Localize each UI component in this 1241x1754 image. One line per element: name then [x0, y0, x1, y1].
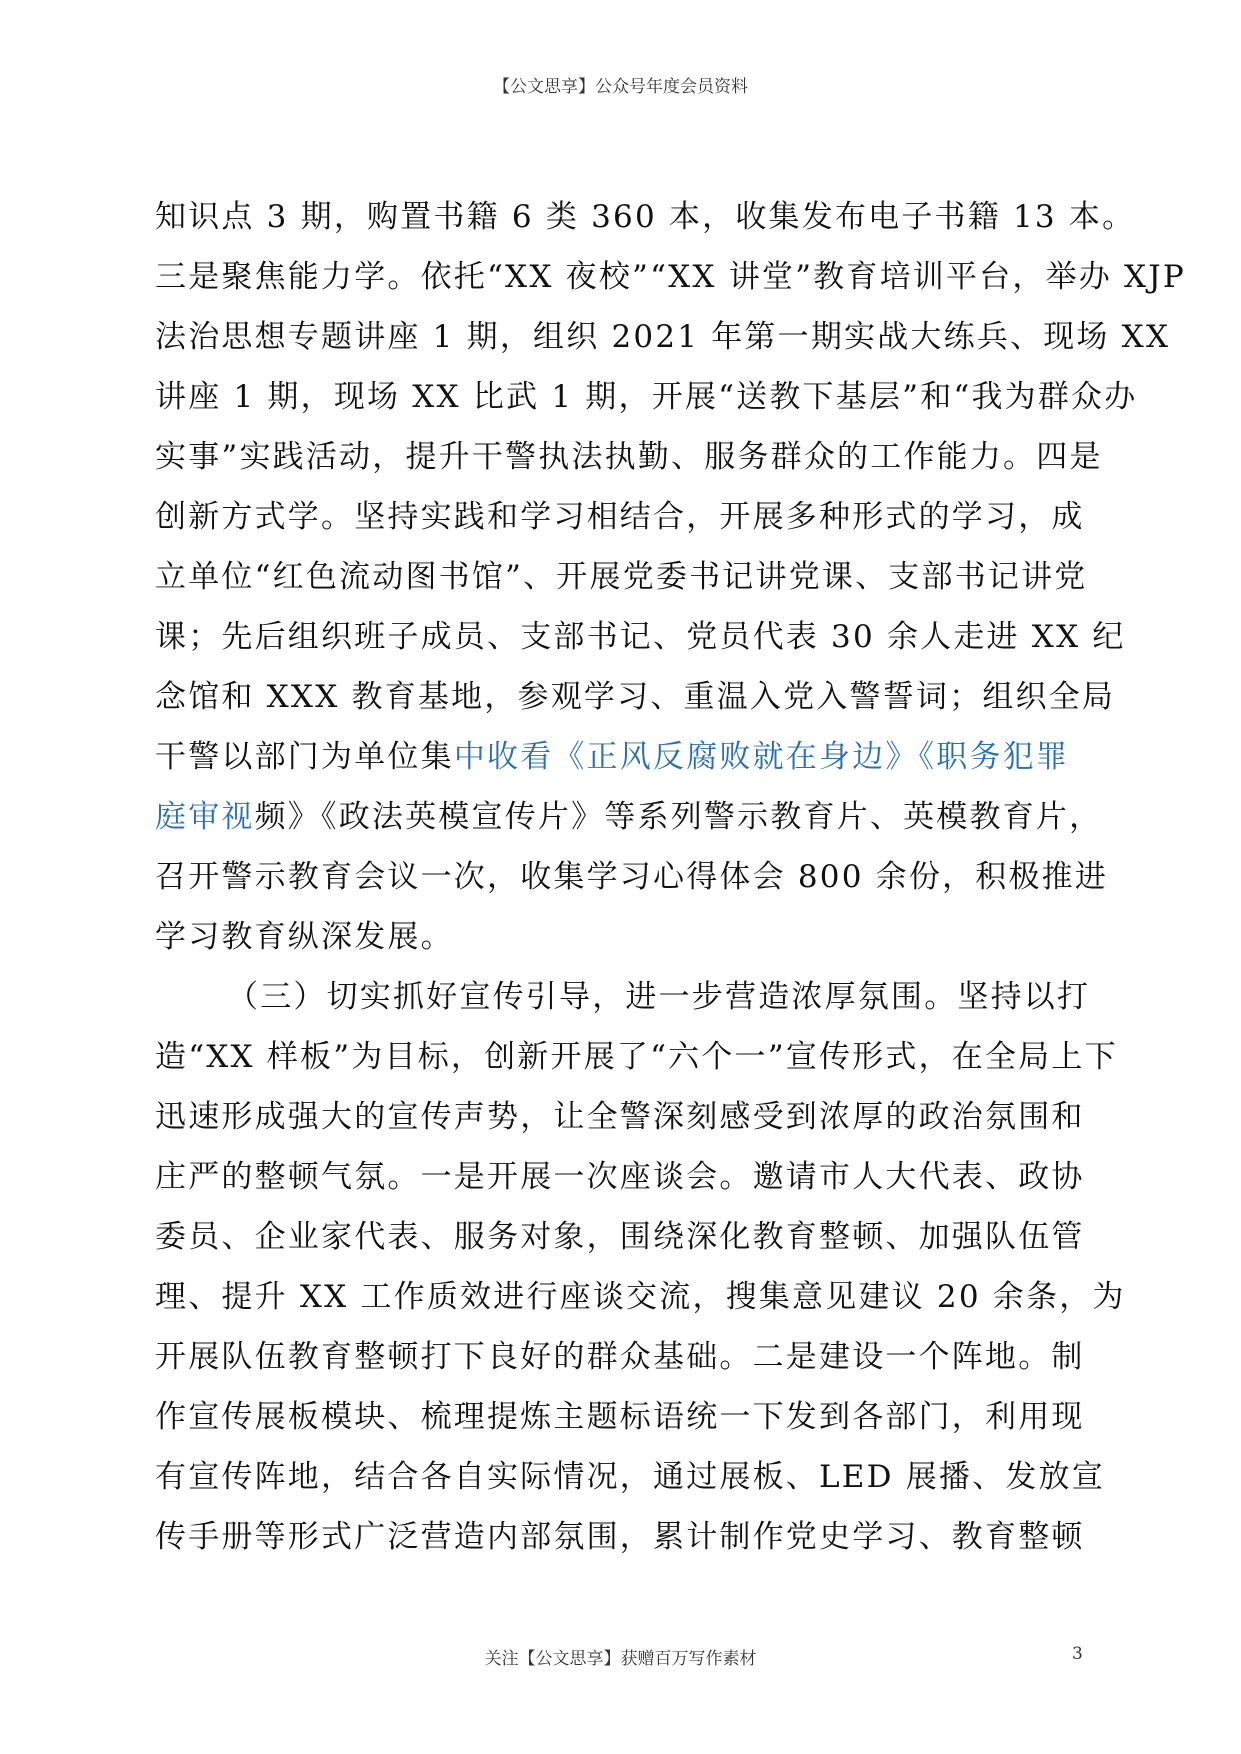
- body-line: 理、提升 XX 工作质效进行座谈交流，搜集意见建议 20 余条，为: [155, 1279, 1126, 1315]
- body-line: 作宣传展板模块、梳理提炼主题标语统一下发到各部门，利用现: [155, 1399, 1085, 1435]
- body-line: 实事”实践活动，提升干警执法执勤、服务群众的工作能力。四是: [155, 439, 1103, 475]
- body-line: [155, 787, 1103, 847]
- body-text-span: 频》《政法英模宣传片》等系列警示教育片、英模教育片，: [254, 799, 1103, 835]
- body-line: 法治思想专题讲座 1 期，组织 2021 年第一期实战大练兵、现场 XX: [155, 319, 1171, 355]
- section-heading-line: （三）切实抓好宣传引导，进一步营造浓厚氛围。坚持以打: [227, 979, 1091, 1015]
- body-line: 有宣传阵地，结合各自实际情况，通过展板、LED 展播、发放宣: [155, 1459, 1105, 1495]
- body-line: 念馆和 XXX 教育基地，参观学习、重温入党入警誓词；组织全局: [155, 679, 1116, 715]
- body-line: 开展队伍教育整顿打下良好的群众基础。二是建设一个阵地。制: [155, 1339, 1085, 1375]
- page-header: 【公文思享】公众号年度会员资料: [493, 77, 748, 97]
- body-line: [155, 727, 1085, 787]
- video-title-link[interactable]: 中收看《正风反腐败就在身边》《职务犯罪: [453, 739, 1070, 775]
- body-line: 课；先后组织班子成员、支部书记、党员代表 30 余人走进 XX 纪: [155, 619, 1126, 655]
- page-number: 3: [1072, 1644, 1083, 1664]
- body-line: 三是聚焦能力学。依托“XX 夜校”“XX 讲堂”教育培训平台，举办 XJP: [155, 259, 1186, 295]
- body-line: 迅速形成强大的宣传声势，让全警深刻感受到浓厚的政治氛围和: [155, 1099, 1085, 1135]
- body-line: 知识点 3 期，购置书籍 6 类 360 本，收集发布电子书籍 13 本。: [155, 199, 1136, 235]
- body-line: 召开警示教育会议一次，收集学习心得体会 800 余份，积极推进: [155, 859, 1109, 895]
- body-line: 立单位“红色流动图书馆”、开展党委书记讲党课、支部书记讲党: [155, 559, 1088, 595]
- body-line: 创新方式学。坚持实践和学习相结合，开展多种形式的学习，成: [155, 499, 1085, 535]
- document-body: [155, 187, 1186, 1567]
- body-line: 传手册等形式广泛营造内部氛围，累计制作党史学习、教育整顿: [155, 1519, 1085, 1555]
- page-footer: 关注【公文思享】获赠百万写作素材: [484, 1649, 757, 1669]
- body-line: 讲座 1 期，现场 XX 比武 1 期，开展“送教下基层”和“我为群众办: [155, 379, 1138, 415]
- body-text-span: 干警以部门为单位集: [155, 739, 454, 775]
- body-line: 学习教育纵深发展。: [155, 919, 454, 955]
- body-line: 委员、企业家代表、服务对象，围绕深化教育整顿、加强队伍管: [155, 1219, 1085, 1255]
- body-line: 造“XX 样板”为目标，创新开展了“六个一”宣传形式，在全局上下: [155, 1039, 1118, 1075]
- video-title-link[interactable]: 庭审视: [155, 799, 255, 835]
- body-line: 庄严的整顿气氛。一是开展一次座谈会。邀请市人大代表、政协: [155, 1159, 1085, 1195]
